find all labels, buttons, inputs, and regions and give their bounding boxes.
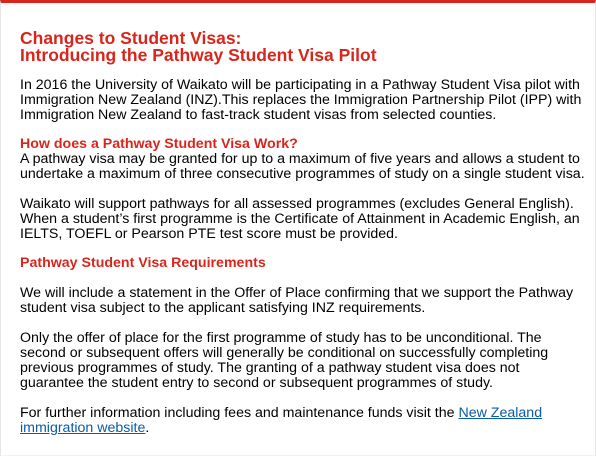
nz-immigration-link[interactable]: New Zealand immigration website: [20, 405, 543, 436]
page-title: [20, 30, 586, 64]
requirements-paragraph-1: We will include a statement in the Offer of Place confirming that we support the Pathway student visa subject to the applicant satisfying INZ requirements.: [20, 285, 574, 316]
requirements-section-heading: Pathway Student Visa Requirements: [20, 255, 266, 271]
further-info-paragraph: [20, 406, 586, 436]
how-section-heading: How does a Pathway Student Visa Work?: [20, 136, 298, 152]
page-title-line2: Introducing the Pathway Student Visa Pilot: [20, 45, 377, 65]
requirements-paragraph-2: Only the offer of place for the first programme of study has to be unconditional. The second or subsequent offers will generally be conditional on successfully completing previous programmes of study. The granting of a pathway student visa does not guarantee the student entry to second or subsequent programmes of study.: [20, 330, 549, 391]
further-info-period: .: [145, 420, 150, 436]
page-title-line1: Changes to Student Visas:: [20, 28, 242, 48]
further-info-text: For further information including fees and maintenance funds visit the: [20, 405, 459, 421]
intro-paragraph: In 2016 the University of Waikato will be participating in a Pathway Student Visa pilot with Immigration New Zealand (INZ).This replaces the Immigration Partnership Pilot (IPP) with Immigration New Zealand to fast-track student visas from selected counties.: [20, 77, 582, 123]
article-content: [20, 30, 586, 436]
how-paragraph-2: Waikato will support pathways for all assessed programmes (excludes General English). When a student’s first programme is the Certificate of Attainment in Academic English, an IELTS, TOEFL or Pearson PTE test score must be provided.: [20, 196, 580, 242]
how-paragraph-1: A pathway visa may be granted for up to a maximum of five years and allows a student to undertake a maximum of three consecutive programmes of study on a single student visa.: [20, 151, 585, 182]
